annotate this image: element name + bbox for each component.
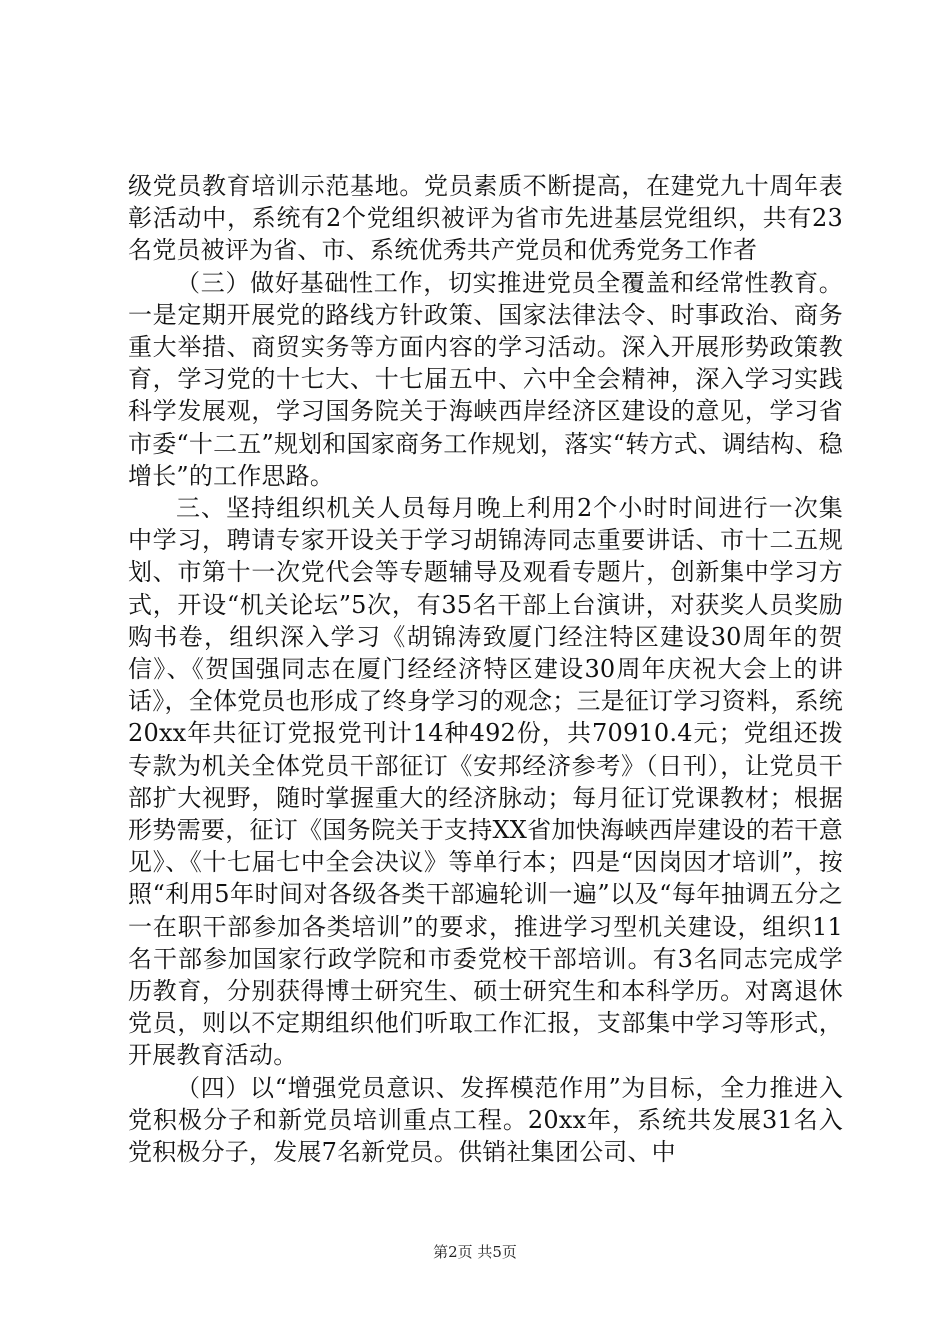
paragraph-study-activities: 三、坚持组织机关人员每月晚上利用2个小时时间进行一次集中学习，聘请专家开设关于学习胡锦涛同志重要讲话、市十二五规划、市第十一次党代会等专题辅导及观看专题片，创新集中学习方式，开设“机关论坛”5次，有35名干部上台演讲，对获奖人员奖励购书卷，组织深入学习《胡锦涛致厦门经注特区建设30周年的贺信》、《贺国强同志在厦门经经济特区建设30周年庆祝大会上的讲话》，全体党员也形成了终身学习的观念；三是征订学习资料，系统20xx年共征订党报党刊计14种492份，共70910.4元；党组还拨专款为机关全体党员干部征订《安邦经济参考》（日刊），让党员干部扩大视野，随时掌握重大的经济脉动；每月征订党课教材；根据形势需要，征订《国务院关于支持XX省加快海峡西岸建设的若干意见》、《十七届七中全会决议》等单行本；四是“因岗因才培训”，按照“利用5年时间对各级各类干部遍轮训一遍”以及“每年抽调五分之一在职干部参加各类培训”的要求，推进学习型机关建设，组织11名干部参加国家行政学院和市委党校干部培训。有3名同志完成学历教育，分别获得博士研究生、硕士研究生和本科学历。对离退休党员，则以不定期组织他们听取工作汇报，支部集中学习等形式，开展教育活动。 <box>128 494 843 1070</box>
page-number-footer: 第2页 共5页 <box>433 1243 517 1261</box>
paragraph-continuation: 级党员教育培训示范基地。党员素质不断提高，在建党九十周年表彰活动中，系统有2个党组织被评为省市先进基层党组织，共有23名党员被评为省、市、系统优秀共产党员和优秀党务工作者 <box>128 172 843 265</box>
document-body <box>128 170 843 1168</box>
paragraph-section-three: （三）做好基础性工作，切实推进党员全覆盖和经常性教育。一是定期开展党的路线方针政策、国家法律法令、时事政治、商务重大举措、商贸实务等方面内容的学习活动。深入开展形势政策教育，学习党的十七大、十七届五中、六中全会精神，深入学习实践科学发展观，学习国务院关于海峡西岸经济区建设的意见，学习省市委“十二五”规划和国家商务工作规划，落实“转方式、调结构、稳增长”的工作思路。 <box>128 268 844 490</box>
paragraph-section-four: （四）以“增强党员意识、发挥模范作用”为目标，全力推进入党积极分子和新党员培训重点工程。20xx年，系统共发展31名入党积极分子，发展7名新党员。供销社集团公司、中 <box>128 1073 843 1167</box>
